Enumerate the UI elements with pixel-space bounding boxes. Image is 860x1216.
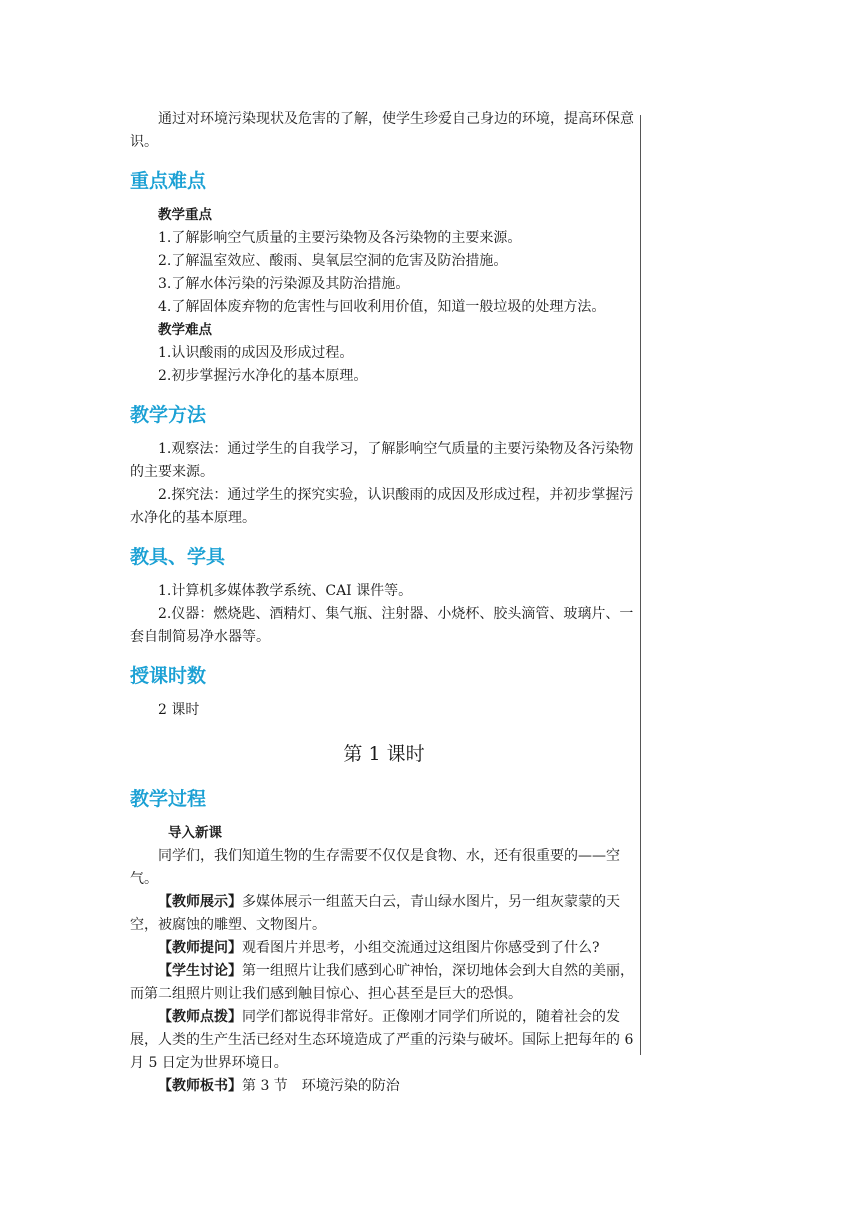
step-text: 第一组照片让我们感到心旷神怡，深切地体会到大自然的美丽，而第二组照片则让我们感到触目惊心、担心甚至是巨大的恐惧。	[130, 963, 634, 1002]
label-teaching-difficulty: 教学难点	[158, 322, 212, 338]
method-item: 1.观察法：通过学生的自我学习，了解影响空气质量的主要污染物及各污染物的主要来源。	[130, 441, 634, 480]
heading-hours: 授课时数	[130, 665, 207, 687]
key-item: 4.了解固体废弃物的危害性与回收利用价值，知道一般垃圾的处理方法。	[158, 299, 606, 315]
step-text: 观看图片并思考，小组交流通过这组图片你感受到了什么?	[242, 940, 600, 956]
method-item: 2.探究法：通过学生的探究实验，认识酸雨的成因及形成过程，并初步掌握污水净化的基本原理。	[130, 487, 634, 526]
tool-item: 1.计算机多媒体教学系统、CAI 课件等。	[158, 583, 413, 599]
heading-methods: 教学方法	[130, 404, 207, 426]
label-new-lesson: 导入新课	[168, 825, 222, 841]
step-text: 多媒体展示一组蓝天白云，青山绿水图片，另一组灰蒙蒙的天空，被腐蚀的雕塑、文物图片。	[130, 894, 620, 933]
margin-rule	[640, 115, 641, 1055]
step-paragraph	[130, 960, 638, 1006]
label-teaching-key: 教学重点	[158, 207, 212, 223]
lesson-title: 第 1 课时	[343, 743, 425, 765]
difficulty-item: 1.认识酸雨的成因及形成过程。	[158, 345, 354, 361]
tool-item: 2.仪器：燃烧匙、酒精灯、集气瓶、注射器、小烧杯、胶头滴管、玻璃片、一套自制简易净水器等。	[130, 606, 634, 645]
key-item: 3.了解水体污染的污染源及其防治措施。	[158, 276, 410, 292]
step-paragraph	[130, 937, 638, 960]
step-tag: 【教师板书】	[158, 1078, 242, 1094]
heading-keypoints: 重点难点	[130, 170, 207, 192]
document-body	[130, 108, 638, 1098]
heading-process: 教学过程	[130, 788, 207, 810]
step-paragraph	[130, 1075, 638, 1098]
hours-value: 2 课时	[158, 702, 200, 718]
difficulty-item: 2.初步掌握污水净化的基本原理。	[158, 368, 368, 384]
step-paragraph	[130, 1006, 638, 1075]
heading-tools: 教具、学具	[130, 546, 226, 568]
step-paragraph	[130, 891, 638, 937]
step-text: 同学们都说得非常好。正像刚才同学们所说的，随着社会的发展，人类的生产生活已经对生态环境造成了严重的污染与破坏。国际上把每年的 6 月 5 日定为世界环境日。	[130, 1009, 634, 1071]
step-tag: 【学生讨论】	[158, 963, 242, 979]
key-item: 1.了解影响空气质量的主要污染物及各污染物的主要来源。	[158, 230, 522, 246]
step-tag: 【教师展示】	[158, 894, 242, 910]
step-tag: 【教师提问】	[158, 940, 242, 956]
intro-paragraph: 通过对环境污染现状及危害的了解，使学生珍爱自己身边的环境，提高环保意识。	[130, 111, 634, 150]
step-tag: 【教师点拨】	[158, 1009, 242, 1025]
key-item: 2.了解温室效应、酸雨、臭氧层空洞的危害及防治措施。	[158, 253, 508, 269]
new-lesson-text: 同学们，我们知道生物的生存需要不仅仅是食物、水，还有很重要的——空气。	[130, 848, 620, 887]
step-text: 第 3 节 环境污染的防治	[242, 1078, 400, 1094]
